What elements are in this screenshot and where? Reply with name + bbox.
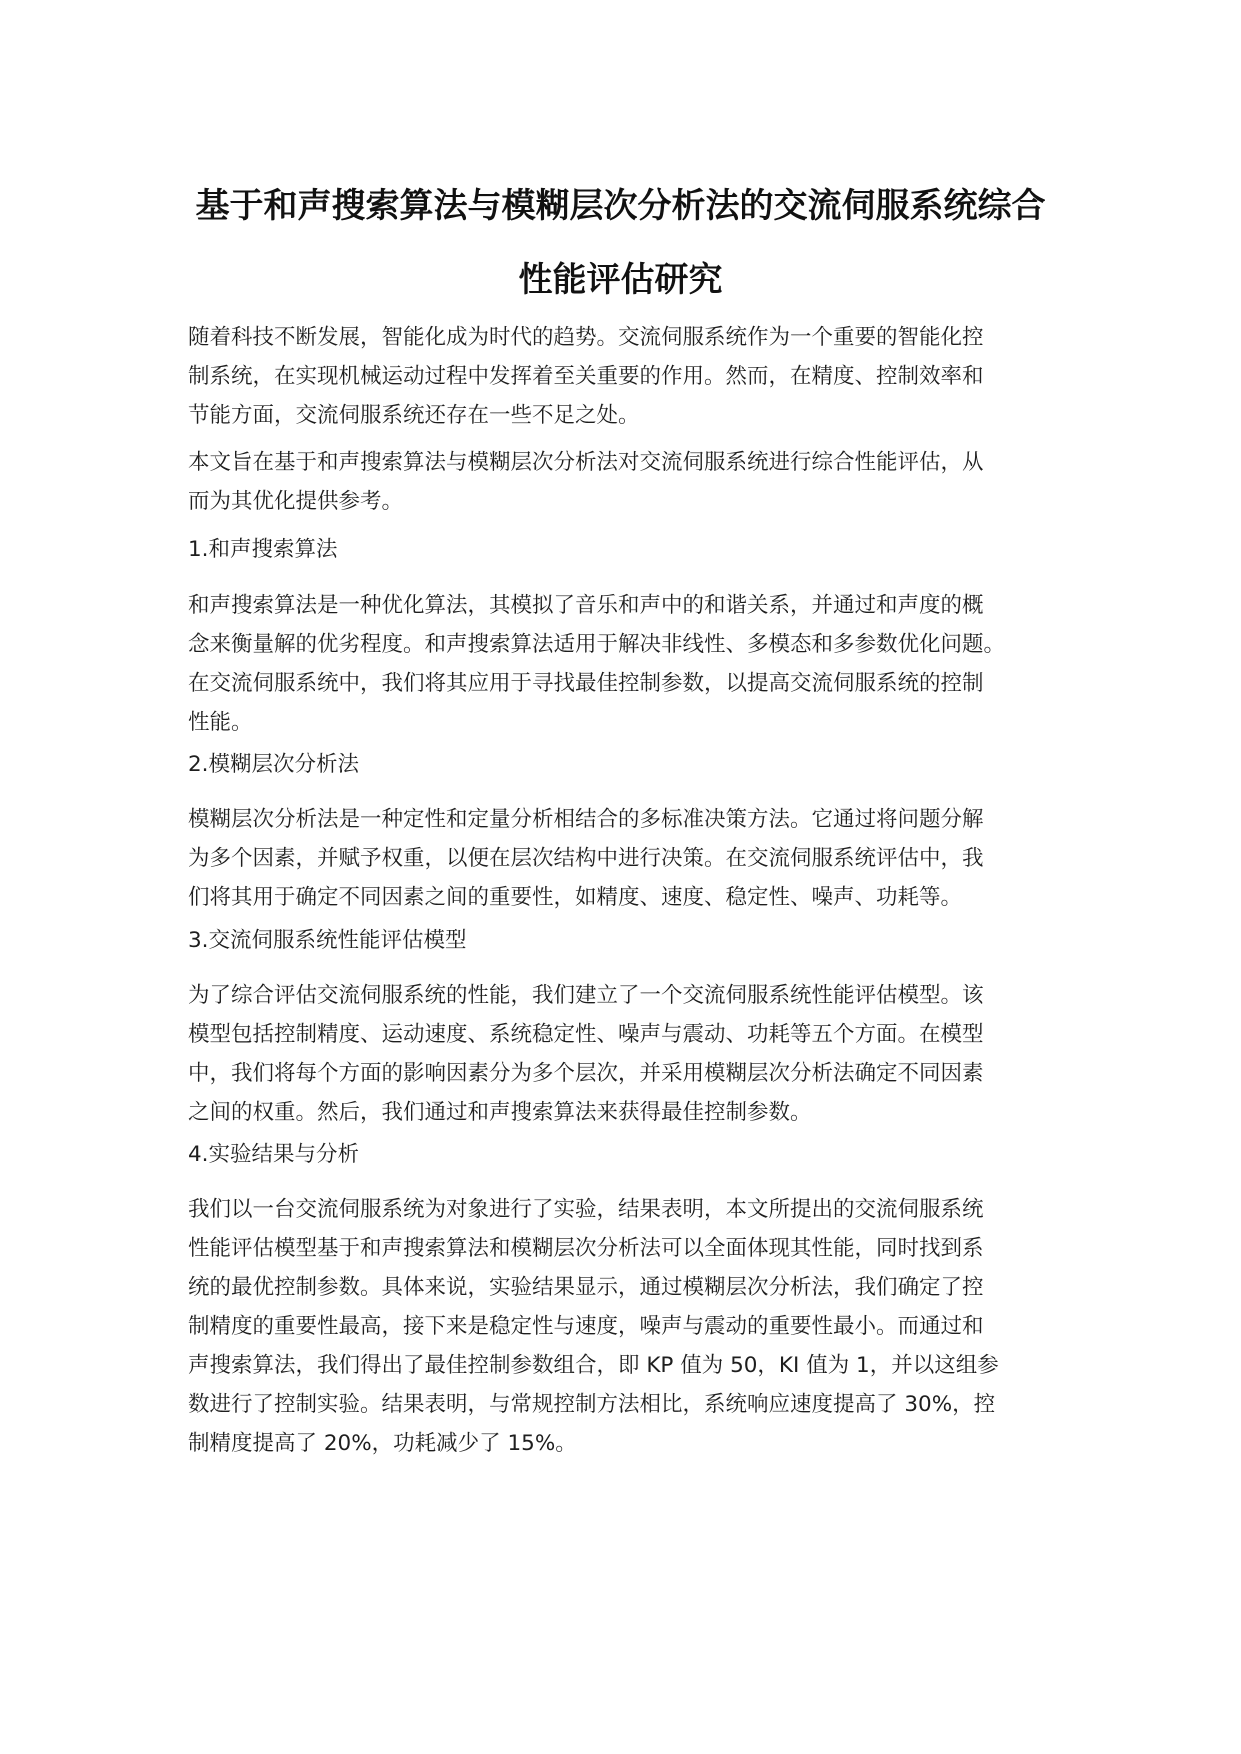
text-line: 制精度提高了 20%，功耗减少了 15%。 [188,1431,577,1456]
text-line: 数进行了控制实验。结果表明，与常规控制方法相比，系统响应速度提高了 30%，控 [188,1392,996,1417]
text-line: 念来衡量解的优劣程度。和声搜索算法适用于解决非线性、多模态和多参数优化问题。 [188,632,1006,657]
text-line: 本文旨在基于和声搜索算法与模糊层次分析法对交流伺服系统进行综合性能评估，从 [188,450,984,475]
section-heading-3: 3.交流伺服系统性能评估模型 [188,928,467,953]
text-line: 统的最优控制参数。具体来说，实验结果显示，通过模糊层次分析法，我们确定了控 [188,1275,984,1300]
text-line: 和声搜索算法是一种优化算法，其模拟了音乐和声中的和谐关系，并通过和声度的概 [188,593,984,618]
section-paragraph-1 [188,586,1068,742]
text-line: 为了综合评估交流伺服系统的性能，我们建立了一个交流伺服系统性能评估模型。该 [188,983,984,1008]
intro-paragraph-1 [188,318,1068,435]
section-heading-1: 1.和声搜索算法 [188,537,338,562]
text-line: 之间的权重。然后，我们通过和声搜索算法来获得最佳控制参数。 [188,1100,812,1125]
section-paragraph-2 [188,800,1068,917]
text-line: 模糊层次分析法是一种定性和定量分析相结合的多标准决策方法。它通过将问题分解 [188,807,984,832]
text-line: 中，我们将每个方面的影响因素分为多个层次，并采用模糊层次分析法确定不同因素 [188,1061,984,1086]
text-line: 随着科技不断发展，智能化成为时代的趋势。交流伺服系统作为一个重要的智能化控 [188,325,984,350]
text-line: 声搜索算法，我们得出了最佳控制参数组合，即 KP 值为 50，KI 值为 1，并以这组参 [188,1353,999,1378]
text-line: 们将其用于确定不同因素之间的重要性，如精度、速度、稳定性、噪声、功耗等。 [188,885,963,910]
text-line: 而为其优化提供参考。 [188,489,404,514]
text-line: 我们以一台交流伺服系统为对象进行了实验，结果表明，本文所提出的交流伺服系统 [188,1197,984,1222]
text-line: 性能评估模型基于和声搜索算法和模糊层次分析法可以全面体现其性能，同时找到系 [188,1236,984,1261]
text-line: 在交流伺服系统中，我们将其应用于寻找最佳控制参数，以提高交流伺服系统的控制 [188,671,984,696]
section-heading-2: 2.模糊层次分析法 [188,752,360,777]
document-title-line-1: 基于和声搜索算法与模糊层次分析法的交流伺服系统综合 [195,186,1046,226]
text-line: 制精度的重要性最高，接下来是稳定性与速度，噪声与震动的重要性最小。而通过和 [188,1314,984,1339]
text-line: 模型包括控制精度、运动速度、系统稳定性、噪声与震动、功耗等五个方面。在模型 [188,1022,984,1047]
section-paragraph-3 [188,976,1068,1132]
document-title-line-2: 性能评估研究 [518,260,723,300]
text-line: 制系统，在实现机械运动过程中发挥着至关重要的作用。然而，在精度、控制效率和 [188,364,984,389]
intro-paragraph-2 [188,443,1068,521]
section-heading-4: 4.实验结果与分析 [188,1142,360,1167]
section-paragraph-4 [188,1190,1068,1463]
text-line: 为多个因素，并赋予权重，以便在层次结构中进行决策。在交流伺服系统评估中，我 [188,846,984,871]
text-line: 性能。 [188,710,253,735]
text-line: 节能方面，交流伺服系统还存在一些不足之处。 [188,403,640,428]
